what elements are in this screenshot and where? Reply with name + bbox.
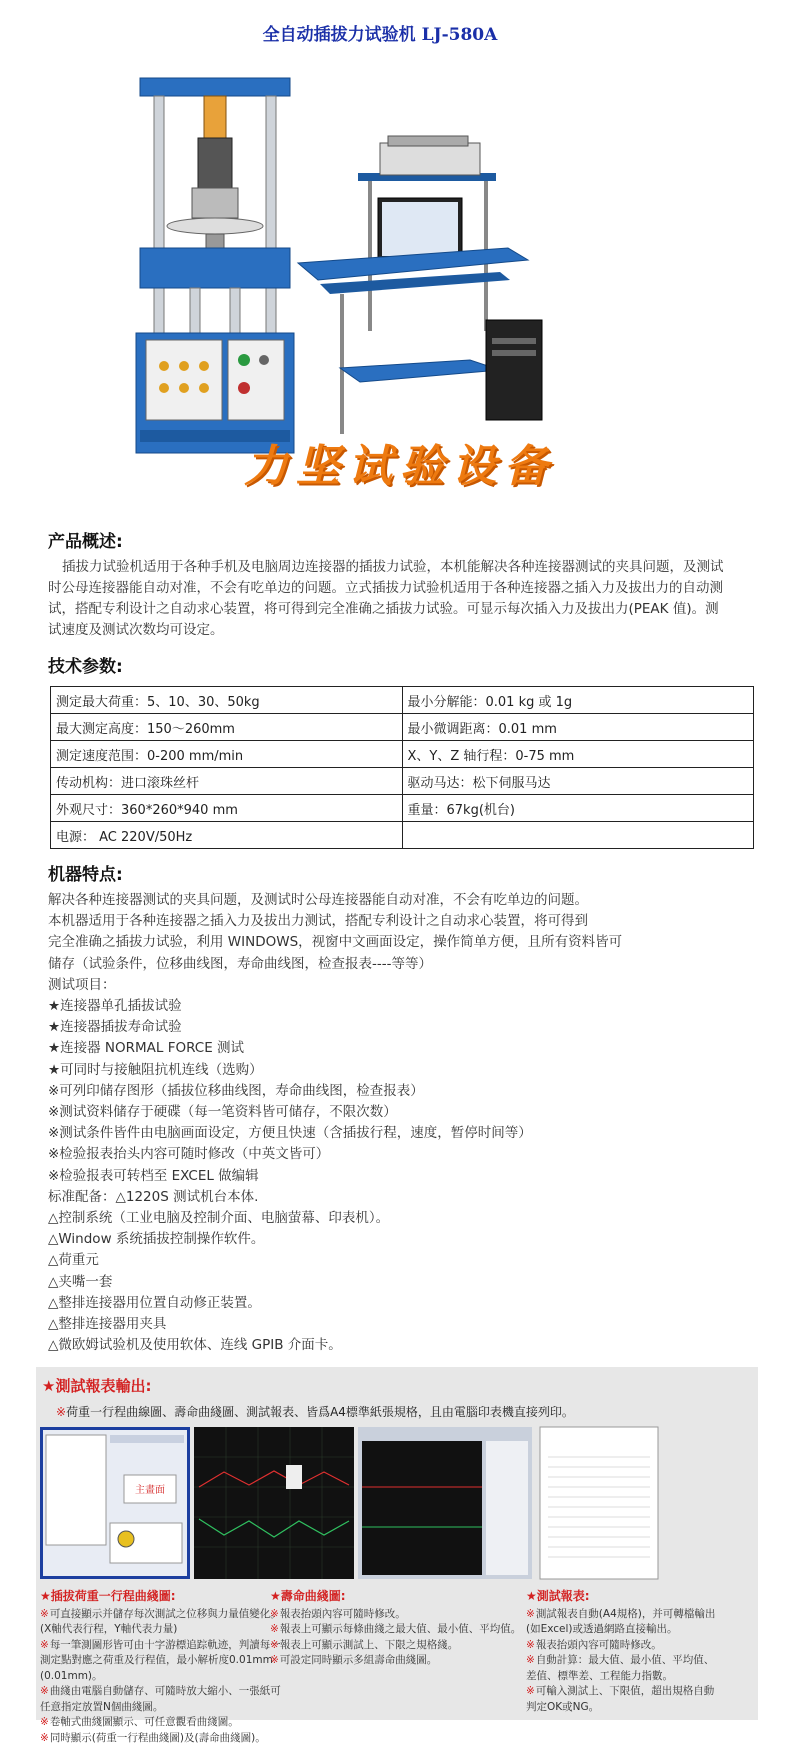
col-line: 任意指定放置N個曲綫圖。 bbox=[40, 1700, 278, 1716]
life-curve-thumbnail bbox=[358, 1427, 532, 1579]
overview-line: 插拔力试验机适用于各种手机及电脑周边连接器的插拔力试验，本机能解决各种连接器测试的夹具问题，及测试 bbox=[48, 557, 758, 578]
list-item: ★连接器单孔插拔试验 bbox=[48, 996, 758, 1017]
table-row bbox=[51, 822, 754, 849]
spec-cell: 测定最大荷重：5、10、30、50kg bbox=[51, 687, 403, 714]
list-item: △整排连接器用夹具 bbox=[48, 1314, 758, 1335]
col-heading: ★測試報表: bbox=[526, 1589, 754, 1605]
spec-cell: X、Y、Z 轴行程：0-75 mm bbox=[402, 741, 754, 768]
spec-cell: 最小分解能：0.01 kg 或 1g bbox=[402, 687, 754, 714]
main-screen-label: 主畫面 bbox=[135, 1483, 165, 1496]
col-line: ※ 報表上可顯示測試上、下限之規格綫。 bbox=[270, 1638, 516, 1654]
list-item: △整排连接器用位置自动修正装置。 bbox=[48, 1293, 758, 1314]
overview-heading: 产品概述: bbox=[48, 527, 123, 552]
report-title: ★測試報表輸出: bbox=[42, 1375, 151, 1396]
col-line: (X軸代表行程，Y軸代表力量) bbox=[40, 1622, 278, 1638]
features-list bbox=[48, 890, 758, 1356]
list-item: △微欧姆试验机及使用软体、连线 GPIB 介面卡。 bbox=[48, 1335, 758, 1356]
list-item: ★可同时与接触阻抗机连线（选购） bbox=[48, 1060, 758, 1081]
features-heading: 机器特点: bbox=[48, 860, 123, 885]
list-item: 测试项目： bbox=[48, 975, 758, 996]
spec-cell: 驱动马达：松下伺服马达 bbox=[402, 768, 754, 795]
list-item: △夹嘴一套 bbox=[48, 1272, 758, 1293]
col-line: ※ 自動計算：最大值、最小值、平均值、 bbox=[526, 1653, 754, 1669]
table-row bbox=[51, 714, 754, 741]
table-row bbox=[51, 768, 754, 795]
col-heading: ★壽命曲綫圖: bbox=[270, 1589, 516, 1605]
note-mark: ※ bbox=[56, 1405, 66, 1419]
overview-line: 试，搭配专利设计之自动求心装置，将可得到完全准确之插拔力试验。可显示每次插入力及拔出力(PEAK 值)。测 bbox=[48, 599, 758, 620]
table-row bbox=[51, 687, 754, 714]
spec-cell: 外观尺寸：360*260*940 mm bbox=[51, 795, 403, 822]
main-screen-thumbnail bbox=[40, 1427, 190, 1579]
overview-line: 时公母连接器能自动对准，不会有吃单边的问题。立式插拔力试验机适用于各种连接器之插入力及拔出力的自动测 bbox=[48, 578, 758, 599]
col-line: ※ 同時顯示(荷重一行程曲綫圖)及(壽命曲綫圖)。 bbox=[40, 1731, 278, 1746]
col-line: ※ 每一筆測圖形皆可由十字游標追踪軌迹，判讀每一 bbox=[40, 1638, 278, 1654]
table-row bbox=[51, 741, 754, 768]
list-item: ※检验报表抬头内容可随时修改（中英文皆可） bbox=[48, 1144, 758, 1165]
col-line: ※ 卷軸式曲綫圖顯示、可任意觀看曲綫圖。 bbox=[40, 1715, 278, 1731]
col-line: 差值、標準差、工程能力指數。 bbox=[526, 1669, 754, 1685]
list-item: 完全准确之插拔力试验，利用 WINDOWS，视窗中文画面设定，操作简单方便，且所有资料皆可 bbox=[48, 932, 758, 953]
spec-cell: 最大测定高度：150～260mm bbox=[51, 714, 403, 741]
spec-cell: 重量：67kg(机台) bbox=[402, 795, 754, 822]
report-banner bbox=[36, 1367, 758, 1720]
col-line: ※ 報表上可顯示每條曲綫之最大值、最小值、平均值。 bbox=[270, 1622, 516, 1638]
col-line: ※ 可設定同時顯示多組壽命曲綫圖。 bbox=[270, 1653, 516, 1669]
col-line: 判定OK或NG。 bbox=[526, 1700, 754, 1716]
report-col-life bbox=[270, 1589, 516, 1669]
list-item: △控制系统（工业电脑及控制介面、电脑萤幕、印表机）。 bbox=[48, 1208, 758, 1229]
list-item: ★连接器插拔寿命试验 bbox=[48, 1017, 758, 1038]
col-line: 測定點對應之荷重及行程值，最小解析度0.01mm bbox=[40, 1653, 278, 1669]
list-item: ※可列印储存图形（插拔位移曲线图，寿命曲线图，检查报表） bbox=[48, 1081, 758, 1102]
col-line: ※ 曲綫由電腦自動儲存、可隨時放大縮小、一張紙可 bbox=[40, 1684, 278, 1700]
col-line: ※ 測試報表自動(A4規格)，并可轉檔輸出 bbox=[526, 1607, 754, 1623]
report-col-report bbox=[526, 1589, 754, 1715]
list-item: 储存（试验条件，位移曲线图，寿命曲线图，检查报表----等等） bbox=[48, 954, 758, 975]
table-row bbox=[51, 795, 754, 822]
report-subtitle bbox=[56, 1403, 574, 1420]
list-item: 标准配备：△1220S 测试机台本体. bbox=[48, 1187, 758, 1208]
col-line: ※ 可輸入測試上、下限值，超出規格自動 bbox=[526, 1684, 754, 1700]
col-line: ※ 可直接顯示并儲存每次測試之位移與力量值變化。 bbox=[40, 1607, 278, 1623]
col-line: (如Excel)或透過網路直接輸出。 bbox=[526, 1622, 754, 1638]
specs-heading: 技术参数: bbox=[48, 652, 123, 677]
col-line: ※ 報表抬頭內容可隨時修改。 bbox=[526, 1638, 754, 1654]
list-item: ※检验报表可转档至 EXCEL 做编辑 bbox=[48, 1166, 758, 1187]
spec-cell: 传动机构：进口滚珠丝杆 bbox=[51, 768, 403, 795]
report-col-curve bbox=[40, 1589, 278, 1746]
col-heading: ★插拔荷重一行程曲綫圖: bbox=[40, 1589, 278, 1605]
overview-line: 试速度及测试次数均可设定。 bbox=[48, 620, 758, 641]
spec-cell bbox=[402, 822, 754, 849]
list-item: 本机器适用于各种连接器之插入力及拔出力测试，搭配专利设计之自动求心装置，将可得到 bbox=[48, 911, 758, 932]
force-stroke-curve-thumbnail bbox=[194, 1427, 354, 1579]
list-item: ※测试资料储存于硬碟（每一笔资料皆可储存，不限次数） bbox=[48, 1102, 758, 1123]
overview-text bbox=[48, 557, 758, 641]
col-line: ※ 報表抬頭內容可隨時修改。 bbox=[270, 1607, 516, 1623]
spec-cell: 电源： AC 220V/50Hz bbox=[51, 822, 403, 849]
list-item: ★连接器 NORMAL FORCE 测试 bbox=[48, 1038, 758, 1059]
page-title: 全自动插拔力试验机 LJ-580A bbox=[0, 20, 760, 45]
list-item: 解决各种连接器测试的夹具问题，及测试时公母连接器能自动对准，不会有吃单边的问题。 bbox=[48, 890, 758, 911]
list-item: ※测试条件皆件由电脑画面设定，方便且快速（含插拔行程，速度，暂停时间等） bbox=[48, 1123, 758, 1144]
report-subtitle-text: 荷重一行程曲線圖、壽命曲綫圖、測試報表、皆爲A4標準紙張規格，且由電腦印表機直接列印。 bbox=[66, 1405, 574, 1419]
list-item: △荷重元 bbox=[48, 1250, 758, 1271]
list-item: △Window 系统插拔控制操作软件。 bbox=[48, 1229, 758, 1250]
spec-table bbox=[50, 686, 754, 849]
test-report-thumbnail bbox=[540, 1427, 658, 1579]
spec-cell: 测定速度范围：0-200 mm/min bbox=[51, 741, 403, 768]
watermark: 力坚试验设备 bbox=[240, 430, 560, 494]
col-line: (0.01mm)。 bbox=[40, 1669, 278, 1685]
spec-cell: 最小微调距离：0.01 mm bbox=[402, 714, 754, 741]
